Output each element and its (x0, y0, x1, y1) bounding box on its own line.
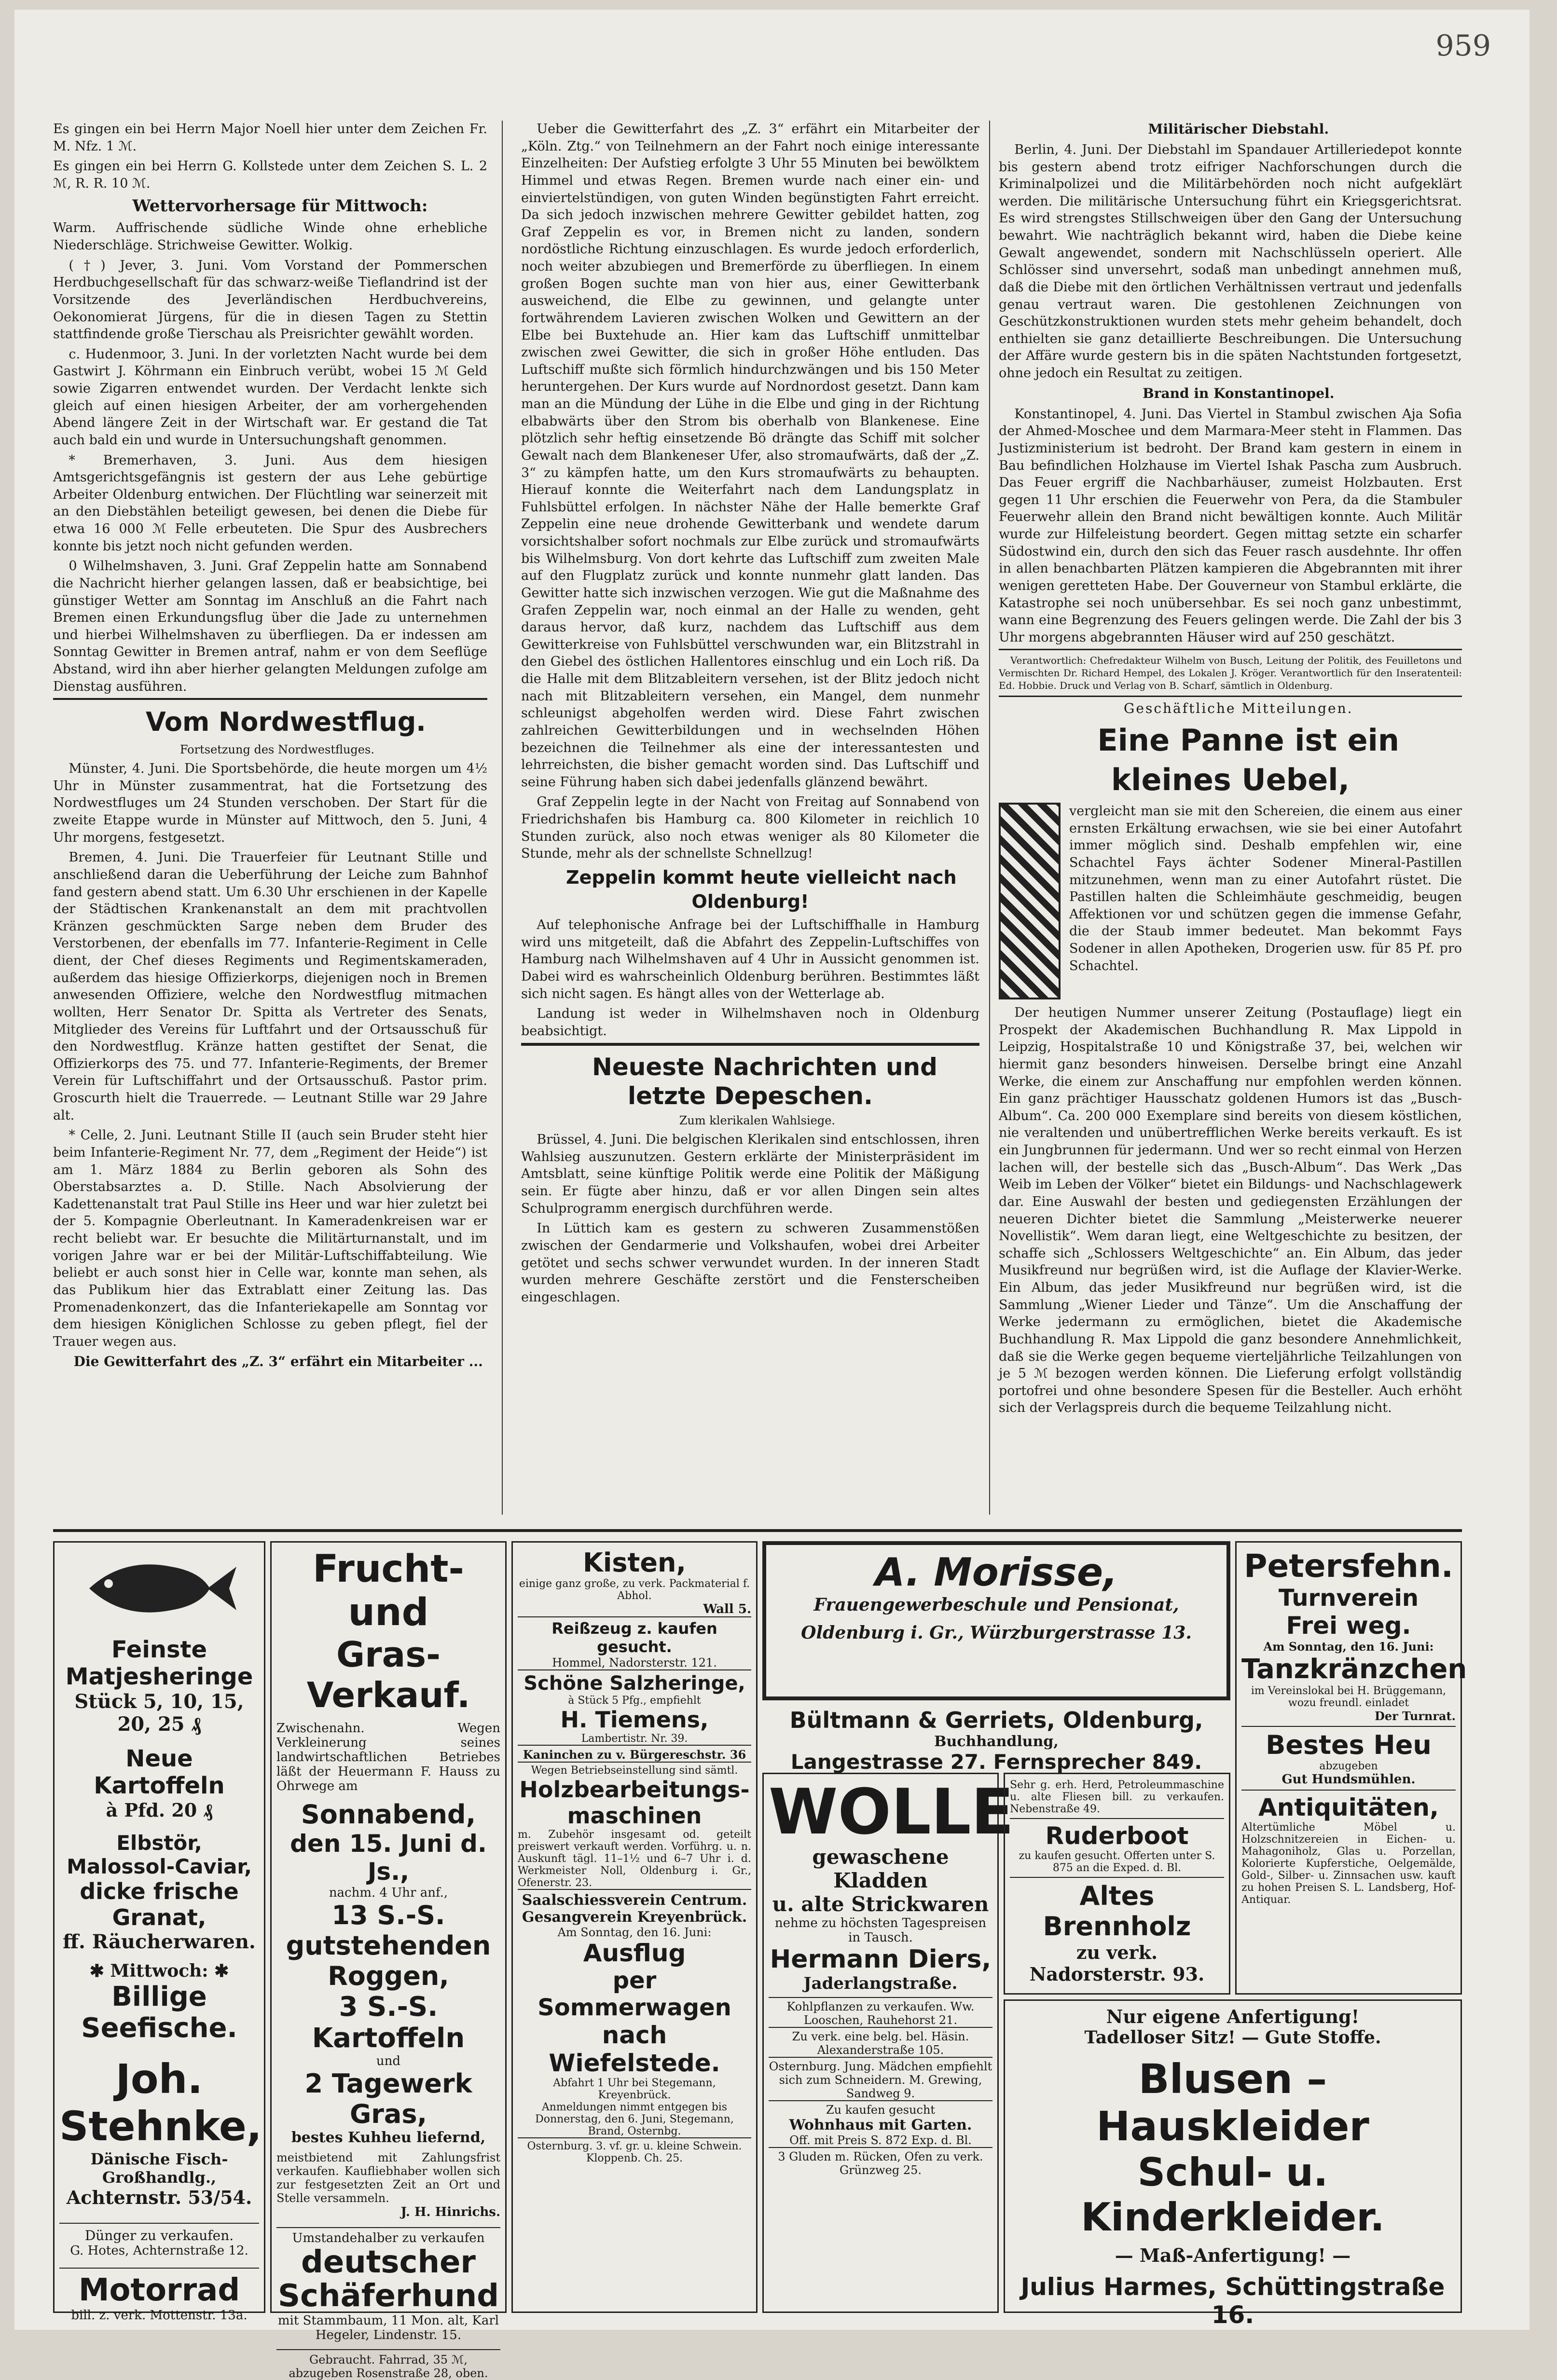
ad-morisse (762, 1541, 1230, 1700)
ad-text: Turnverein (1278, 1585, 1419, 1612)
paragraph: Es gingen ein bei Herrn G. Kollstede unter dem Zeichen S. L. 2 ℳ, R. R. 10 ℳ. (53, 159, 487, 191)
ad-text: à Pfd. 20 ₰ (106, 1799, 213, 1821)
ad-text: Zu verk. eine belg. bel. Häsin. Alexanderstraße 105. (769, 2027, 992, 2057)
ad-text: zu kaufen gesucht. Offerten unter S. 875 an die Exped. d. Bl. (1019, 1850, 1215, 1874)
page-number: 959 (1435, 29, 1491, 63)
ad-text: Der Turnrat. (1375, 1709, 1456, 1723)
ad-text: Holzbearbeitungs-maschinen (519, 1777, 750, 1829)
ad-bueltmann (762, 1705, 1230, 1774)
ad-text: Nur eigene Anfertigung! (1106, 2006, 1360, 2027)
ad-text: 3 S.-S. Kartoffeln (312, 1991, 465, 2054)
ad-text: und (376, 2054, 401, 2068)
news-subheading: Zum klerikalen Wahlsiege. (679, 1113, 836, 1127)
ad-text: Gras-Verkauf. (306, 1634, 470, 1715)
ornament-icon (999, 803, 1061, 999)
ad-text: Wegen Betriebseinstellung sind sämtl. (518, 1762, 751, 1777)
ad-text: Joh. Stehnke, (59, 2055, 262, 2150)
ad-text: Ruderboot (1010, 1818, 1224, 1850)
ad-text: Hermann Diers, (770, 1944, 992, 1974)
ad-text: — Maß-Anfertigung! — (1115, 2244, 1351, 2266)
ad-text: 3 Gluden m. Rücken, Ofen zu verk. Grünzweg 25. (769, 2147, 992, 2177)
ad-text: à Stück 5 Pfg., empfiehlt (568, 1695, 701, 1707)
weather-heading: Wettervorhersage für Mittwoch: (132, 196, 428, 216)
ad-petersfehn (1235, 1541, 1467, 1995)
column-divider (989, 121, 990, 1515)
ad-text: Sonnabend, (301, 1799, 476, 1830)
ad-text: u. alte Strickwaren (772, 1892, 989, 1916)
paragraph: Der heutigen Nummer unserer Zeitung (Postauflage) liegt ein Prospekt der Akademischen Buchhandlung R. Max Lippold in Leipzig, Hospitalstraße 10 und Königstraße 37, bei, welchen wir hiermit ganz besonders hinweisen. Derselbe bringt eine Anzahl Werke, die einem zur Anschaffung nur empfohlen werden können. Ein ganz prächtiger Hausschatz goldenen Humors ist das „Busch-Album“. Ca. 200 000 Exemplare sind bereits von diesem köstlichen, nie veraltenden und unübertrefflichen Werke bereits verkauft. Es ist ein Jungbrunnen für jedermann. Und wer so recht einmal von Herzen lachen will, der bestelle sich das „Busch-Album“. Das Werk „Das Weib im Leben der Völker“ bietet ein Bildungs- und Nachschlagewerk dar. Eine Auswahl der besten und gediegensten Erzählungen der neueren Dichter bietet die Sammlung „Meisterwerke neuerer Novellistik“. Wem daran liegt, eine Weltgeschichte zu besitzen, der schaffe sich „Schlossers Weltgeschichte“ an. Ein Album, das jeder Musikfreund nur begrüßen wird, ist die Auflage der Klavier-Werke. Ein Album, das jeder Musikfreund nur begrüßen wird, ist die Sammlung „Wiener Lieder und Tänze“. Um die Anschaffung der Werke jedermann zu ermöglichen, bietet die Akademische Buchhandlung R. Max Lippold die ganz besondere Annehmlichkeit, daß sie die Werke gegen bequeme vierteljährliche Teilzahlungen von je 5 ℳ bezogen werden können. Die Lieferung erfolgt vollständig portofrei und ohne besondere Spesen für die Besteller. Auch erhöht sich der Verlagspreis durch die bequeme Teilzahlung nicht. (999, 1005, 1462, 1416)
ad-text: bill. z. verk. Mottenstr. 13a. (71, 2308, 248, 2323)
ad-text: Hommel, Nadorsterstr. 121. (552, 1656, 717, 1669)
ad-text: Julius Harmes, Schüttingstraße 16. (1020, 2273, 1445, 2329)
ad-text: Anmeldungen nimmt entgegen bis Donnerstag, den 6. Juni, Stegemann, Brand, Osternbg. (535, 2101, 734, 2137)
ad-text: Oldenburg i. Gr., Würzburgerstrasse 13. (801, 1623, 1192, 1643)
paragraph: * Bremerhaven, 3. Juni. Aus dem hiesigen Amtsgerichtsgefängnis ist gestern der aus Lehe gebürtige Arbeiter Oldenburg entwichen. Der Flüchtling war seinerzeit mit an den Diebstählen beteiligt gewesen, bei denen die Diebe für etwa 16 000 ℳ Felle erbeuteten. Die Spur des Ausbrechers konnte bis jetzt noch nicht gefunden werden. (53, 452, 487, 554)
newspaper-page (14, 10, 1529, 2380)
ad-text: Tanzkränzchen (1241, 1654, 1467, 1685)
section-heading: Brand in Konstantinopel. (1143, 385, 1335, 401)
ad-text: Ausflug (583, 1939, 686, 1967)
ad-column-small-ads (511, 1541, 758, 2313)
ad-text: H. Tiemens, (560, 1707, 709, 1733)
ad-text: Jaderlangstraße. (803, 1973, 958, 1993)
ad-text: Frucht- und (313, 1547, 464, 1634)
ad-text: Stück 5, 10, 15, 20, 25 ₰ (74, 1690, 244, 1736)
ad-text: Altertümliche Möbel u. Holzschnitzereien in Eichen- u. Mahagoniholz, Glas u. Porzellan, Kolorierte Kupferstiche, Oelgemälde, Gold-, Silber- u. Zinnsachen usw. kauft zu hohen Preisen S. L. Landsberg, Hof-Antiquar. (1241, 1821, 1456, 1906)
ads-divider (53, 1529, 1462, 1532)
ad-text: Abfahrt 1 Uhr bei Stegemann, Kreyenbrück. (553, 2077, 716, 2101)
paragraph: Graf Zeppelin legte in der Nacht von Freitag auf Sonnabend von Friedrichshafen bis Hamburg ca. 800 Kilometer in reichlich 10 Stunden zurück, also noch etwas weniger als 80 Kilometer die Stunde, mehr als der schnellste Schnellzug! (521, 794, 979, 862)
paragraph: Es gingen ein bei Herrn Major Noell hier unter dem Zeichen Fr. M. Nfz. 1 ℳ. (53, 122, 487, 154)
ad-text: J. H. Hinrichs. (400, 2205, 500, 2219)
ad-text: Feinste Matjesheringe (65, 1636, 253, 1690)
section-heading: Vom Nordwestflug. (53, 698, 487, 739)
paragraph: Konstantinopel, 4. Juni. Das Viertel in Stambul zwischen Aja Sofia der Ahmed-Moschee und dem Marmara-Meer steht in Flammen. Das Justizministerium ist bedroht. Der Brand kam gestern in einem in Bau befindlichen Holzhause im Viertel Ishak Pascha zum Ausbruch. Das Feuer ergriff die Nachbarhäuser, zumeist Holzbauten. Erst gegen 11 Uhr erschien die Feuerwehr von Pera, da die Stambuler Feuerwehr allein den Brand nicht bewältigen konnte. Auch Militär wurde zur Hilfeleistung beordert. Gegen mittag setzte ein scharfer Südostwind ein, durch den sich das Feuer rasch ausdehnte. Ihr offen in allen benachbarten Plätzen kampieren die Abgebrannten mit ihrer wenigen geretteten Habe. Der Gouverneur von Stambul erklärte, die Katastrophe sei noch unübersehbar. Es sei noch ganz unbestimmt, wann eine Begrenzung des Feuers gelingen werde. Die Zahl der bis 3 Uhr morgens abgebrannten Häuser wird auf 250 geschätzt. (999, 406, 1462, 645)
ad-text: im Vereinslokal bei H. Brüggemann, wozu freundl. einladet (1251, 1685, 1447, 1709)
column-divider (502, 121, 503, 1515)
ad-text: Schöne Salzheringe, (518, 1669, 751, 1695)
ad-text: Saalschiessverein Centrum. (518, 1889, 751, 1909)
paragraph: * Celle, 2. Juni. Leutnant Stille II (auch sein Bruder steht hier beim Infanterie-Regiment Nr. 77, dem „Regiment der Heide“) ist am 1. März 1884 zu Berlin geboren als Sohn des Oberstabsarztes a. D. Stille. Nach Absolvierung der Kadettenanstalt trat Paul Stille ins Heer und war hier zuletzt bei der 5. Kompagnie Oberleutnant. In Kameradenkreisen war er recht beliebt war. Er besuchte die Militärturnanstalt, und im vorigen Jahre war er bei der Militär-Luftschiffabteilung. Wie beliebt er auch sonst hier in Celle war, konnte man sehen, als das Publikum hier das Extrablatt einer Zeitung las. Das Promenadenkonzert, das die Infanteriekapelle am Sonntag vor dem hiesigen Königlichen Schlosse zu geben pflegt, fiel der Trauer wegen aus. (53, 1128, 487, 1349)
ad-text: Bültmann & Gerriets, Oldenburg, (789, 1707, 1203, 1733)
ad-text: nach Wiefelstede. (549, 2021, 720, 2077)
ad-text: ff. Räucherwaren. (63, 1930, 256, 1953)
ad-text: nachm. 4 Uhr anf., (329, 1886, 448, 1900)
paragraph: 0 Wilhelmshaven, 3. Juni. Graf Zeppelin hatte am Sonnabend die Nachricht hierher gelangen lassen, daß er beabsichtige, bei günstiger Wetter am Sonntag im Anschluß an die Fahrt nach Bremen einen Erkundungsflug über die Jade zu unternehmen und hierbei Wilhelmshaven zu überfliegen. Da er indessen am Sonntag Gewitter in Bremen antraf, nahm er von dem Seeflüge Abstand, wird ihn aber hierher gelangten Meldungen zufolge am Dienstag ausführen. (53, 559, 487, 694)
paragraph: (†) Jever, 3. Juni. Vom Vorstand der Pommerschen Herdbuchgesellschaft für das schwarz-weiße Tieflandrind ist der Vorsitzende des Jeverländischen Herdbuchvereins, Oekonomierat Jürgens, für die in diesen Tagen zu Stettin stattfindende große Tierschau als Preisrichter gewählt worden. (53, 258, 487, 342)
ad-text: Kaninchen zu v. Bürgereschstr. 36 (518, 1745, 751, 1762)
ad-text: Umstandehalber zu verkaufen (276, 2227, 500, 2245)
ad-text: Am Sonntag, den 16. Juni: (1263, 1640, 1434, 1654)
ad-misc (1004, 1773, 1230, 1995)
ad-text: einige ganz große, zu verk. Packmaterial f. Abhol. (519, 1578, 750, 1602)
ad-text: per Sommerwagen (537, 1967, 731, 2021)
ad-text: 13 S.-S. gutstehenden Roggen, (286, 1900, 491, 1991)
paragraph: Bremen, 4. Juni. Die Trauerfeier für Leutnant Stille und anschließend daran die Ueberführung der Leiche zum Bahnhof fand gestern abend statt. Um 6.30 Uhr erschienen in der Kapelle der Städtischen Krankenanstalt an dem mit prachtvollen Kränzen geschmückten Sarge neben dem Bruder des Verstorbenen, der ebenfalls im 77. Infanterie-Regiment in Celle dient, der Chef dieses Regiments und Regimentskameraden, außerdem das hiesige Offizierkorps, diejenigen noch in Bremen anwesenden Offiziere, welche den Nordwestflug mitmachen wollten, Herr Senator Dr. Spitta als Vertreter des Senats, Mitglieder des Vereins für Luftfahrt und der Ortsausschuß für den Nordwestflug. Kränze hatten gestiftet der Senat, die Offizierkorps des 75. und 77. Infanterie-Regiments, der Bremer Verein für Luftschiffahrt und der Ortsausschuß. Pastor prim. Groscurth hielt die Trauerrede. — Leutnant Stille war 29 Jahre alt. (53, 850, 487, 1123)
column-3 (999, 121, 1462, 1519)
ad-text: WOLLE (769, 1775, 1014, 1848)
column-1 (53, 121, 487, 1519)
ad-text: Buchhandlung, (934, 1733, 1059, 1750)
paragraph: vergleicht man sie mit den Schereien, die einem aus einer ernsten Erkältung erwachsen, wie sie bei einer Autofahrt immer möglich sind. Deshalb empfehlen wir, eine Schachtel Fays ächter Sodener Mineral-Pastillen mitzunehmen, wenn man zu einer Autofahrt rüstet. Die Pastillen halten die Schleimhäute geschmeidig, beugen Affektionen vor und schützen gegen die immense Gefahr, die der Staub immer bedeutet. Man bekommt Fays Sodener in allen Apotheken, Drogerien usw. für 85 Pf. pro Schachtel. (1069, 804, 1462, 973)
ad-text: dicke frische Granat, (80, 1878, 239, 1930)
ad-text: Osternburg. Jung. Mädchen empfiehlt sich zum Schneidern. M. Grewing, Sandweg 9. (769, 2057, 992, 2100)
ad-text: Kisten, (583, 1547, 686, 1578)
paragraph: Auf telephonische Anfrage bei der Luftschiffhalle in Hamburg wird uns mitgeteilt, daß die Abfahrt des Zeppelin-Luftschiffes von Hamburg nach Wilhelmshaven auf 4 Uhr in Aussicht genommen ist. Dabei wird es wahrscheinlich Oldenburg berühren. Bestimmtes läßt sich nicht sagen. Es hängt alles von der Wetterlage ab. (521, 917, 979, 1001)
ad-text: Tadelloser Sitz! — Gute Stoffe. (1084, 2027, 1381, 2048)
ad-text: Gebraucht. Fahrrad, 35 ℳ, abzugeben Rosenstraße 28, oben. (276, 2349, 500, 2380)
business-heading: Geschäftliche Mitteilungen. (1124, 700, 1353, 717)
panne-headline: Eine Panne ist ein kleines Uebel, (1097, 723, 1400, 798)
ad-text: deutscher Schäferhund (277, 2244, 499, 2314)
ad-text: Gut Hundsmühlen. (1281, 1772, 1416, 1787)
paragraph: Landung ist weder in Wilhelmshaven noch in Oldenburg beabsichtigt. (521, 1006, 979, 1039)
ad-text: Gesangverein Kreyenbrück. (522, 1909, 747, 1926)
paragraph: Ueber die Gewitterfahrt des „Z. 3“ erfährt ein Mitarbeiter der „Köln. Ztg.“ von Teilnehmern an der Fahrt noch einige interessante Einzelheiten: Der Aufstieg erfolgte 3 Uhr 55 Minuten bei bewölktem Himmel und etwas Regen. Bremen wurde nach einer ein- und einviertelstündigen, von guten Winden begünstigten Fahrt erreicht. Da sich jedoch inzwischen mehrere Gewitter gebildet hatten, zog Graf Zeppelin es vor, in Bremen nicht zu landen, sondern nordöstliche Richtung einzuschlagen. Es wurde jedoch erforderlich, noch weiter abzubiegen und Bremerförde zu überfliegen. In einem großen Bogen suchte man von hier aus, einer Gewitterbank ausweichend, die Elbe zu gewinnen, und gelangte unter fortwährendem Lavieren zwischen Wolken und Gewittern an der Elbe bei Buxtehude an. Hier kam das Luftschiff unmittelbar zwischen zwei Gewitter, die sich in großer Höhe entluden. Das Luftschiff mußte sich förmlich hindurchzwängen und bis 150 Meter heruntergehen. Der Kurs wurde auf Nordnordost gesetzt. Dann kam man an die Mündung der Lühe in die Elbe und ging in der Richtung elbabwärts über den Strom bis oberhalb von Blankenese. Eine plötzlich sehr heftig einsetzende Bö drängte das Schiff mit solcher Gewalt nach dem Blankeneser Ufer, also stromaufwärts, daß der „Z. 3“ zu kämpfen hatte, um den Kurs stromaufwärts zu behaupten. Hierauf konnte die Weiterfahrt nach dem Landungsplatz in Fuhlsbüttel erfolgen. In nächster Nähe der Halle bemerkte Graf Zeppelin eine neue drohende Gewitterbank und wendete darum vorsichtshalber sofort nochmals zur Elbe zurück und stromaufwärts bis Wilhelmsburg. Von dort kehrte das Luftschiff zum zweiten Male auf den Flugplatz zurück und konnte nunmehr glatt landen. Das Gewitter hatte sich inzwischen verzogen. Wie gut die Maßnahme des Grafen Zeppelin war, noch einmal an der Halle zu wenden, geht daraus hervor, daß kurz, nachdem das Luftschiff aus dem Gewitterkreise von Fuhlsbüttel verschwunden war, ein Blitzstrahl in den Giebel des östlichen Hallentores einschlug und ein Loch riß. Da die Halle mit dem Blitzableitern versehen, ist der Blitz jedoch nicht nach mit Blitzableitern versehen, ein Mangel, dem nunmehr schleunigst abgeholfen werden wird. Diese Fahrt zwischen zahlreichen Gewitterbildungen und in wechselnden Höhen bezeichnen die Teilnehmer als eine der interessantesten und lehrreichsten, die bisher gemacht worden sind. Das Luftschiff und seine Führung haben sich dabei jedenfalls glänzend bewährt. (521, 122, 979, 790)
ad-text: mit Stammbaum, 11 Mon. alt, Karl Hegeler, Lindenstr. 15. (277, 2313, 499, 2342)
ad-text: 2 Tagewerk Gras, (304, 2068, 472, 2129)
section-heading: Militärischer Diebstahl. (1148, 121, 1329, 137)
ad-text: Elbstör, Malossol-Caviar, (67, 1831, 252, 1878)
ad-text: Petersfehn. (1244, 1547, 1453, 1585)
ad-text: abzugeben (1319, 1760, 1378, 1772)
ad-text: A. Morisse, (875, 1550, 1118, 1595)
ad-text: Dänische Fisch-Großhandlg., (90, 2150, 228, 2187)
ad-text: nehme zu höchsten Tagespreisen in Tausch. (774, 1915, 987, 1945)
ad-text: Bestes Heu (1241, 1726, 1456, 1760)
ad-text: G. Hotes, Achternstraße 12. (70, 2243, 248, 2258)
ad-text: Antiquitäten, (1241, 1790, 1456, 1821)
ad-harmes (1004, 1999, 1462, 2329)
paragraph: Brüssel, 4. Juni. Die belgischen Klerikalen sind entschlossen, ihren Wahlsieg auszunutzen. Gestern erklärte der Ministerpräsident im Amtsblatt, seine künftige Politik werde eine Politik der Mäßigung sein. Er fügte aber hinzu, daß er vor allen Dingen sein altes Schulprogramm energisch durchführen werde. (521, 1132, 979, 1216)
ad-text: Billige Seefische. (81, 1981, 237, 2044)
ad-text: bestes Kuhheu liefernd, (291, 2129, 486, 2146)
ad-text: Frei weg. (1286, 1612, 1411, 1640)
news-heading: Neueste Nachrichten und letzte Depeschen. (521, 1043, 979, 1110)
zeppelin-heading: Zeppelin kommt heute vielleicht nach Oldenburg! (566, 866, 957, 913)
paragraph: Münster, 4. Juni. Die Sportsbehörde, die heute morgen um 4½ Uhr in Münster zusammentrat, hat die Fortsetzung des Nordwestfluges um 24 Stunden verschoben. Der Start für die zweite Etappe wurde in Münster auf Mittwoch, den 5. Juni, 4 Uhr morgens, festgesetzt. (53, 761, 487, 845)
ad-text: Off. mit Preis S. 872 Exp. d. Bl. (789, 2133, 972, 2147)
ad-text: ✱ Mittwoch: ✱ (89, 1961, 229, 1981)
ad-text: Sehr g. erh. Herd, Petroleummaschine u. alte Fliesen bill. zu verkaufen. Nebenstraße 49. (1010, 1779, 1224, 1815)
ad-frucht-gras (270, 1541, 507, 2380)
weather-text: Warm. Auffrischende südliche Winde ohne erhebliche Niederschläge. Strichweise Gewitter. Wolkig. (53, 220, 487, 253)
ad-text: Frauengewerbeschule und Pensionat, (813, 1595, 1179, 1615)
ad-text: Motorrad (59, 2268, 259, 2308)
ad-wolle (762, 1773, 1014, 2313)
ad-text: Blusen – Hauskleider (1096, 2055, 1369, 2150)
ad-text: Osternburg. 3. vf. gr. u. kleine Schwein. Kloppenb. Ch. 25. (518, 2137, 751, 2164)
ad-text: Schul- u. Kinderkleider. (1081, 2150, 1385, 2240)
fish-icon (80, 1552, 239, 1625)
ad-text: Neue Kartoffeln (94, 1745, 225, 1799)
paragraph: In Lüttich kam es gestern zu schweren Zusammenstößen zwischen der Gendarmerie und Volkshaufen, wobei drei Arbeiter getötet und sechs schwer verwundet wurden. In der inneren Stadt wurden mehrere Geschäfte zerstört und die Fensterscheiben eingeschlagen. (521, 1221, 979, 1305)
paragraph: Berlin, 4. Juni. Der Diebstahl im Spandauer Artilleriedepot konnte bis gestern abend trotz eifriger Nachforschungen durch die Kriminalpolizei und die Militärbehörden noch nicht aufgeklärt werden. Die militärische Untersuchung führt ein Kriegsgerichtsrat. Es wird strengstes Stillschweigen über den Gang der Untersuchung bewahrt. Wie nachträglich bekannt wird, haben die Diebe keine Gewalt angewendet, sondern mit Nachschlüsseln operiert. Alle Schlösser sind unversehrt, sodaß man unbedingt annehmen muß, daß die Diebe mit den örtlichen Verhältnissen vertraut und jedenfalls genau vertraut waren. Die gestohlenen Zeichnungen von Geschützkonstruktionen wurden stets mehr geheim behandelt, doch enthielten sie ganz detaillierte Beschreibungen. Die Untersuchung der Affäre wurde gestern bis in die späten Nachtstunden fortgesetzt, ohne jedoch ein Resultat zu zeitigen. (999, 142, 1462, 381)
ad-text: Kohlpflanzen zu verkaufen. Ww. Looschen, Rauhehorst 21. (769, 1997, 992, 2027)
ad-text: Zu kaufen gesucht (769, 2100, 992, 2117)
paragraph: c. Hudenmoor, 3. Juni. In der vorletzten Nacht wurde bei dem Gastwirt J. Köhrmann ein Einbruch verübt, wobei 15 ℳ Geld sowie Zigarren entwendet wurden. Der Verdacht lenkte sich gleich auf einen hiesigen Arbeiter, der am vorhergehenden Abend längere Zeit in der Wirtschaft war. Er gestand die Tat auch bald ein und wurde in Untersuchungshaft genommen. (53, 346, 487, 448)
ad-fish-merchant (53, 1541, 265, 2323)
ad-text: Zwischenahn. Wegen Verkleinerung seines landwirtschaftlichen Betriebes läßt der Heuermann F. Hauss zu Ohrwege am (276, 1721, 500, 1793)
ad-text: Lambertistr. Nr. 39. (581, 1733, 688, 1745)
ad-text: Reißzeug z. kaufen gesucht. (518, 1616, 751, 1656)
ad-text: Wall 5. (703, 1602, 751, 1616)
paragraph: Die Gewitterfahrt des „Z. 3“ erfährt ein Mitarbeiter ... (73, 1354, 483, 1370)
ad-text: Langestrasse 27. Fernsprecher 849. (790, 1750, 1202, 1774)
ad-text: Am Sonntag, den 16. Juni: (557, 1926, 712, 1939)
section-subheading: Fortsetzung des Nordwestfluges. (179, 742, 374, 756)
ad-text: zu verk. Nadorsterstr. 93. (1029, 1942, 1205, 1985)
ad-text: m. Zubehör insgesamt od. geteilt preiswert verkauft werden. Vorführg. u. n. Auskunft tägl. 11–1½ und 6–7 Uhr i. d. Werkmeister Noll, Oldenburg i. Gr., Ofenerstr. 23. (518, 1829, 751, 1889)
ad-text: Achternstr. 53/54. (66, 2187, 252, 2208)
ad-text: gewaschene Kladden (812, 1845, 949, 1892)
ad-text: Wohnhaus mit Garten. (789, 2116, 972, 2134)
ad-text: den 15. Juni d. Js., (290, 1830, 487, 1886)
ad-text: meistbietend mit Zahlungsfrist verkaufen. Kaufliebhaber wollen sich zur festgesetzten Zeit an Ort und Stelle versammeln. (276, 2151, 500, 2205)
ad-text: Dünger zu verkaufen. (59, 2223, 259, 2243)
impressum: Verantwortlich: Chefredakteur Wilhelm von Busch, Leitung der Politik, des Feuilletons und Vermischten Dr. Richard Hempel, des Lokalen J. Kröger. Verantwortlich für den Inseratenteil: Ed. Hobbie. Druck und Verlag von B. Scharf, sämtlich in Oldenburg. (999, 649, 1462, 697)
column-2 (521, 121, 979, 1519)
ad-text: Altes Brennholz (1010, 1877, 1224, 1942)
